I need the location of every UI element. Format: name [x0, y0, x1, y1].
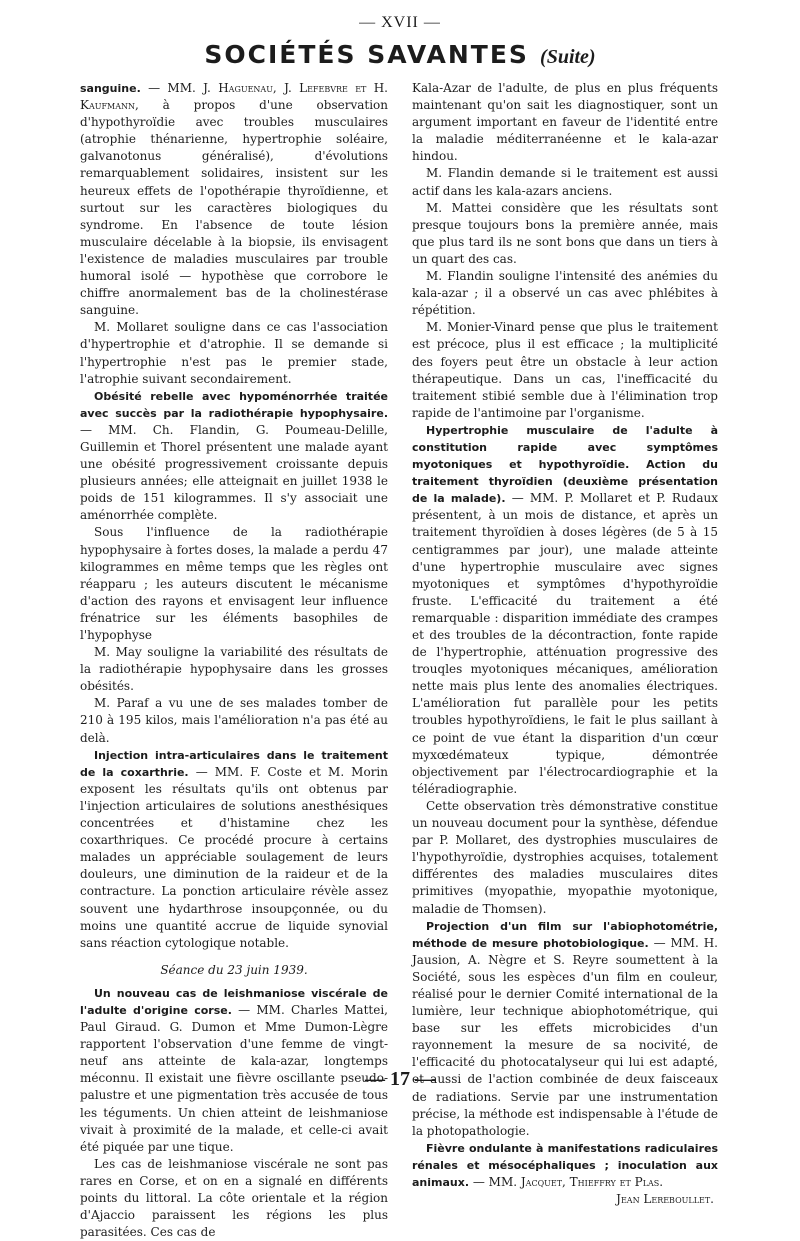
- paragraph: [412, 1140, 718, 1191]
- author-signature: Jean Lereboullet.: [616, 1192, 714, 1207]
- section-title-suite: (Suite): [540, 46, 596, 68]
- communication-heading: Un nouveau cas de leishmaniose viscérale de l'adulte d'origine corse.: [80, 986, 388, 1017]
- paragraph: Kala-Azar de l'adulte, de plus en plus fréquents maintenant qu'on sait les diagnostiquer, sont un argument important en faveur de l'identité entre la maladie méditerranéenne et le kala-azar hindou.: [412, 81, 718, 164]
- paragraph: M. Mattei considère que les résultats sont presque toujours bons la première année, mais que plus tard ils ne sont bons que dans un tiers à un quart des cas.: [412, 200, 718, 266]
- paragraph-text: — MM. F. Coste et M. Morin exposent les résultats qu'ils ont obtenus par l'injection articulaires de solutions anesthésiques concentrées et d'histamine chez les coxarthriques. Ce procédé procure à certains malades un appréciable soulagement de leurs douleurs, une diminution de la raideur et de la contracture. La ponction articulaire révèle assez souvent une hydarthrose insoupçonnée, ou du moins une quantité accrue de liquide synovial sans réaction cytologique notable.: [80, 764, 389, 950]
- communication-heading: Fièvre ondulante à manifestations radiculaires rénales et mésocéphaliques ; inoculation aux animaux.: [412, 1141, 718, 1189]
- communication-heading: Projection d'un film sur l'abiophotométrie, méthode de mesure photobiologique.: [412, 919, 718, 950]
- communication-heading: Hypertrophie musculaire de l'adulte à constitution rapide avec symptômes myotoniques et hypothyroïdie. Action du traitement thyroïdien (deuxième présentation de la malade).: [412, 423, 718, 506]
- paragraph-text: — MM. Charles Mattei, Paul Giraud. G. Dumon et Mme Dumon-Lègre rapportent l'observation d'une femme de vingt-neuf ans atteinte de kala-azar, longtemps méconnu. Il existait une fièvre oscillante pseudo-palustre et une pigmentation très accusée de tous les téguments. Un chien atteint de leishmaniose vivait à proximité de la malade, et celle-ci avait été piquée par une tique.: [80, 1002, 388, 1154]
- running-header-folio: — XVII —: [359, 14, 441, 31]
- right-column: [412, 80, 718, 1208]
- communication-heading: sanguine.: [80, 82, 141, 95]
- paragraph: M. Flandin demande si le traitement est aussi actif dans les kala-azars anciens.: [412, 166, 718, 198]
- paragraph: [412, 918, 718, 1140]
- authors: — MM. J. Haguenau, J. Lefebvre et H. Kaufmann,: [80, 81, 388, 113]
- paragraph-text: — MM. Ch. Flandin, G. Poumeau-Delille, Guillemin et Thorel présentent une malade ayant une obésité progressivement croissante depuis plusieurs années; elle atteignait en juillet 1938 le poids de 151 kilogrammes. Il s'y associait une aménorrhée complète.: [80, 422, 388, 523]
- paragraph: Les cas de leishmaniose viscérale ne sont pas rares en Corse, et on en a signalé en différents points du littoral. La côte orientale et la région d'Ajaccio paraissent les régions les plus parasitées. Ces cas de: [80, 1156, 388, 1240]
- paragraph: M. Mollaret souligne dans ce cas l'association d'hypertrophie et d'atrophie. Il se demande si l'hypertrophie n'est pas le premier stade, l'atrophie suivant secondairement.: [80, 320, 388, 386]
- paragraph: Sous l'influence de la radiothérapie hypophysaire à fortes doses, la malade a perdu 47 kilogrammes en même temps que les règles ont réapparu ; les auteurs discutent le mécanisme d'action des rayons et envisagent leur influence frénatrice sur les éléments basophiles de l'hypophyse: [80, 525, 388, 642]
- paragraph: [80, 747, 388, 952]
- paragraph-text: — MM. H. Jausion, A. Nègre et S. Reyre soumettent à la Société, sous les espèces d'un film en couleur, réalisé pour le dernier Comité international de la lumière, leur technique abiophotométrique, qui base sur les effets microbicides d'un rayonnement la mesure de sa nocivité, de l'efficacité du photocatalyseur qui lui est adapté, et aussi de l'action combinée de deux faisceaux de radiations. Servie par une instrumentation précise, la méthode est indispensable à l'étude de la photopathologie.: [412, 935, 718, 1138]
- paragraph: M. Flandin souligne l'intensité des anémies du kala-azar ; il a observé un cas avec phlébites à répétition.: [412, 269, 718, 318]
- paragraph: [80, 80, 388, 319]
- paragraph: [412, 422, 718, 798]
- paragraph: [80, 388, 388, 525]
- paragraph: Cette observation très démonstrative constitue un nouveau document pour la synthèse, défendue par P. Mollaret, des dystrophies musculaires de l'hypothyroïdie, dystrophies acquises, totalement différentes des maladies musculaires dites primitives (myopathie, myopathie myotonique, maladie de Thomsen).: [412, 798, 718, 916]
- paragraph-text: à propos d'une observation d'hypothyroïdie avec troubles musculaires (atrophie thénarienne, hypertrophie soléaire, galvanotonus généralisé), d'évolutions remarquablement solidaires, insistent sur les heureux effets de l'opothérapie thyroïdienne, et surtout sur les caractères biologiques du syndrome. En l'absence de toute lésion musculaire décelable à la biopsie, ils envisagent l'existence de maladies musculaires par trouble humoral isolé — hypothèse que corrobore le chiffre anormalement bas de la cholinestérase sanguine.: [80, 98, 388, 318]
- communication-heading: Injection intra-articulaires dans le traitement de la coxarthrie.: [80, 748, 388, 779]
- paragraph-text: — MM. P. Mollaret et P. Rudaux présentent, à un mois de distance, et après un traitement thyroïdien à doses légères (de 5 à 15 centigrammes par jour), une malade atteinte d'une hypertrophie musculaire avec signes myotoniques et symptômes d'hypothyroïdie fruste. L'efficacité du traitement a été remarquable : disparition immédiate des crampes et des troubles de la décontraction, fonte rapide de l'hypertrophie, atténuation progressive des trouqles myotoniques mécaniques, amélioration nette mais plus lente des anomalies électriques. L'amélioration fut parallèle pour les petits troubles hypothyroïdiens, le fait le plus saillant à ce point de vue étant la disparition d'un cœur myxœdémateux typique, démontrée objectivement par l'électrocardiographie et la téléradiographie.: [412, 491, 718, 796]
- page-number: — 17 —: [365, 1068, 435, 1090]
- communication-heading: Obésité rebelle avec hypoménorrhée traitée avec succès par la radiothérapie hypophysaire.: [80, 389, 388, 420]
- left-column: [80, 80, 388, 1241]
- authors: — MM. Jacquet, Thieffry et Plas.: [472, 1175, 664, 1189]
- section-title: [0, 40, 800, 69]
- session-date-heading: Séance du 23 juin 1939.: [160, 962, 308, 977]
- paragraph: M. Monier-Vinard pense que plus le traitement est précoce, plus il est efficace ; la multiplicité des foyers peut être un obstacle à leur action thérapeutique. Dans un cas, l'inefficacité du traitement stibié semble due à l'élimination trop rapide de l'antimoine par l'organisme.: [412, 320, 718, 420]
- section-title-text: SOCIÉTÉS SAVANTES: [204, 40, 529, 69]
- paragraph: M. Paraf a vu une de ses malades tomber de 210 à 195 kilos, mais l'amélioration n'a pas été au delà.: [80, 696, 388, 745]
- paragraph: M. May souligne la variabilité des résultats de la radiothérapie hypophysaire dans les grosses obésités.: [80, 645, 388, 694]
